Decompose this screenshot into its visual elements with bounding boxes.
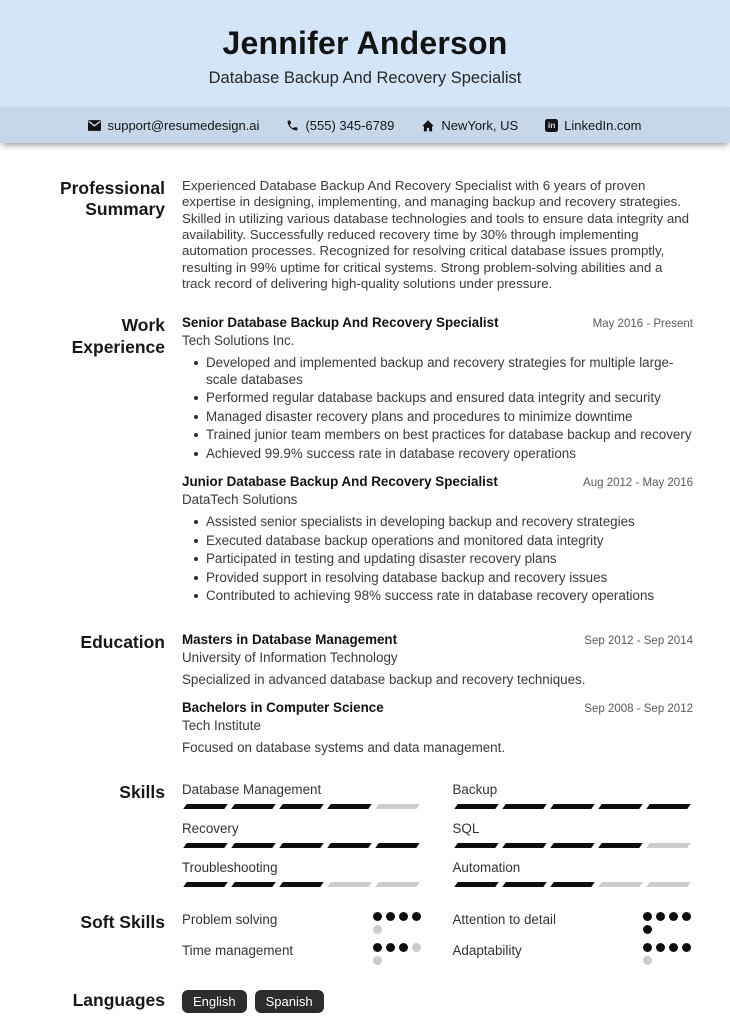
- soft-skill-item: [182, 912, 423, 934]
- job-date-range: Aug 2012 - May 2016: [583, 477, 693, 490]
- rating-dot-filled: [682, 912, 691, 921]
- rating-dot-filled: [656, 912, 665, 921]
- soft-skill-name: Problem solving: [182, 911, 278, 927]
- soft-skill-rating: [643, 943, 693, 965]
- bar-segment-empty: [328, 882, 373, 887]
- contact-bar: [0, 107, 730, 143]
- skill-item: [182, 821, 423, 848]
- person-job-title: Database Backup And Recovery Specialist: [208, 69, 522, 87]
- soft-skill-name: Time management: [182, 942, 294, 958]
- degree-description: Focused on database systems and data management.: [182, 739, 506, 755]
- skill-level-bar: [453, 882, 694, 887]
- degree-date-range: Sep 2012 - Sep 2014: [584, 634, 693, 647]
- soft-skill-name: Adaptability: [452, 942, 522, 958]
- job-entry: [182, 474, 693, 604]
- header: [0, 0, 730, 107]
- bar-segment-filled: [183, 843, 228, 848]
- bar-segment-filled: [502, 843, 547, 848]
- bar-segment-empty: [598, 882, 643, 887]
- job-bullet-list: [182, 514, 693, 604]
- bar-segment-filled: [454, 804, 499, 809]
- section-education: [0, 632, 730, 755]
- contact-location-text: NewYork, US: [441, 117, 519, 133]
- rating-dot-filled: [643, 943, 652, 952]
- rating-dot-empty: [373, 956, 382, 965]
- bar-segment-filled: [598, 804, 643, 809]
- skill-item: [453, 860, 694, 887]
- bar-segment-filled: [550, 804, 595, 809]
- education-content: [182, 632, 693, 755]
- bullet-item: Contributed to achieving 98% success rate in database recovery operations: [206, 588, 693, 604]
- rating-dot-filled: [386, 912, 395, 921]
- job-entry: [182, 315, 693, 462]
- bar-segment-filled: [502, 804, 547, 809]
- soft-skill-item: [182, 943, 423, 965]
- rating-dot-empty: [412, 943, 421, 952]
- contact-phone-text: (555) 345-6789: [305, 117, 395, 133]
- section-label-skills: Skills: [119, 781, 165, 802]
- contact-linkedin[interactable]: [545, 118, 641, 133]
- contact-email-text: support@resumedesign.ai: [107, 117, 260, 133]
- experience-content: [182, 315, 693, 606]
- section-label-experience: Work Experience: [71, 315, 165, 357]
- bar-segment-filled: [279, 843, 324, 848]
- rating-dot-filled: [373, 943, 382, 952]
- bar-segment-filled: [550, 843, 595, 848]
- bar-segment-filled: [502, 882, 547, 887]
- job-header: [182, 315, 693, 330]
- rating-dot-filled: [373, 912, 382, 921]
- bar-segment-filled: [454, 882, 499, 887]
- bullet-item: Assisted senior specialists in developing backup and recovery strategies: [206, 514, 693, 530]
- soft-skills-content: [182, 912, 693, 965]
- soft-skill-rating: [643, 912, 693, 934]
- section-professional-summary: [0, 178, 730, 292]
- bar-segment-filled: [279, 804, 324, 809]
- skill-name: Recovery: [182, 820, 239, 836]
- contact-email[interactable]: [88, 118, 259, 133]
- soft-skill-rating: [373, 912, 423, 934]
- summary-content: [182, 178, 693, 292]
- bar-segment-filled: [328, 804, 373, 809]
- envelope-icon: [88, 120, 101, 131]
- rating-dot-filled: [399, 912, 408, 921]
- bar-segment-filled: [454, 843, 499, 848]
- section-label-soft-skills: Soft Skills: [80, 911, 165, 932]
- rating-dot-filled: [669, 912, 678, 921]
- rating-dot-filled: [386, 943, 395, 952]
- degree-school: Tech Institute: [182, 717, 261, 733]
- phone-icon: [286, 119, 299, 132]
- rating-dot-empty: [643, 956, 652, 965]
- degree-date-range: Sep 2008 - Sep 2012: [584, 702, 693, 715]
- skill-level-bar: [182, 843, 423, 848]
- bullet-item: Managed disaster recovery plans and procedures to minimize downtime: [206, 409, 693, 425]
- job-company: DataTech Solutions: [182, 492, 298, 508]
- summary-text: Experienced Database Backup And Recovery Specialist with 6 years of proven expertise in designing, implementing, and managing backup and recovery strategies. Skilled in utilizing various database technologies and tools to ensure data integrity and availability. Successfully reduced recovery time by 30% through implementing automation processes. Recognized for resolving critical database issues promptly, resulting in 99% uptime for critical systems. Strong problem-solving abilities and a track record of delivering high-quality solutions under pressure.: [182, 178, 690, 292]
- bullet-item: Trained junior team members on best practices for database backup and recovery: [206, 427, 692, 443]
- contact-linkedin-text: LinkedIn.com: [564, 117, 642, 133]
- bar-segment-filled: [328, 843, 373, 848]
- job-title: Senior Database Backup And Recovery Specialist: [182, 315, 499, 331]
- contact-location[interactable]: [421, 118, 518, 133]
- linkedin-icon: in: [545, 119, 558, 132]
- bullet-item: Executed database backup operations and monitored data integrity: [206, 533, 693, 549]
- bar-segment-empty: [376, 804, 421, 809]
- soft-skill-name: Attention to detail: [452, 911, 556, 927]
- bullet-item: Participated in testing and updating disaster recovery plans: [206, 551, 693, 567]
- language-badge: English: [182, 990, 247, 1014]
- degree-header: [182, 700, 693, 715]
- home-icon: [421, 119, 435, 132]
- bar-segment-filled: [183, 882, 228, 887]
- section-soft-skills: [0, 912, 730, 965]
- person-name: Jennifer Anderson: [222, 25, 508, 61]
- education-entry: [182, 632, 693, 687]
- resume-body: [0, 143, 730, 1013]
- contact-phone[interactable]: [286, 118, 394, 133]
- bullet-item: Developed and implemented backup and recovery strategies for multiple large-scale databases: [206, 355, 693, 388]
- skill-name: Automation: [452, 859, 521, 875]
- soft-skill-item: [453, 943, 694, 965]
- section-skills: [0, 782, 730, 887]
- section-languages: [0, 990, 730, 1014]
- degree-title: Masters in Database Management: [182, 631, 398, 647]
- bullet-item: Provided support in resolving database backup and recovery issues: [206, 570, 693, 586]
- skill-item: [182, 860, 423, 887]
- soft-skill-rating: [373, 943, 423, 965]
- degree-title: Bachelors in Computer Science: [182, 699, 384, 715]
- bar-segment-filled: [376, 843, 421, 848]
- bar-segment-filled: [598, 843, 643, 848]
- section-label-languages: Languages: [72, 989, 165, 1010]
- rating-dot-filled: [399, 943, 408, 952]
- job-header: [182, 474, 693, 489]
- job-bullet-list: [182, 355, 693, 462]
- rating-dot-filled: [682, 943, 691, 952]
- job-company: Tech Solutions Inc.: [182, 333, 295, 349]
- rating-dot-filled: [656, 943, 665, 952]
- bar-segment-filled: [646, 804, 691, 809]
- degree-header: [182, 632, 693, 647]
- bar-segment-empty: [646, 843, 691, 848]
- rating-dot-filled: [412, 912, 421, 921]
- bullet-item: Achieved 99.9% success rate in database recovery operations: [206, 446, 693, 462]
- education-entry: [182, 700, 693, 755]
- languages-content: [182, 990, 693, 1014]
- skill-level-bar: [453, 804, 694, 809]
- degree-description: Specialized in advanced database backup and recovery techniques.: [182, 671, 586, 687]
- section-work-experience: [0, 315, 730, 606]
- bar-segment-filled: [231, 882, 276, 887]
- skill-name: Troubleshooting: [182, 859, 278, 875]
- skill-level-bar: [182, 804, 423, 809]
- skill-item: [453, 821, 694, 848]
- skill-item: [182, 782, 423, 809]
- bullet-item: Performed regular database backups and ensured data integrity and security: [206, 390, 693, 406]
- language-badge: Spanish: [255, 990, 324, 1014]
- bar-segment-empty: [646, 882, 691, 887]
- job-title: Junior Database Backup And Recovery Specialist: [182, 474, 498, 490]
- skill-name: Database Management: [182, 781, 322, 797]
- skill-name: SQL: [452, 820, 480, 836]
- rating-dot-empty: [373, 925, 382, 934]
- skill-level-bar: [453, 843, 694, 848]
- skill-item: [453, 782, 694, 809]
- degree-school: University of Information Technology: [182, 649, 398, 665]
- bar-segment-empty: [376, 882, 421, 887]
- skills-content: [182, 782, 693, 887]
- bar-segment-filled: [279, 882, 324, 887]
- rating-dot-filled: [643, 925, 652, 934]
- bar-segment-filled: [231, 843, 276, 848]
- rating-dot-filled: [669, 943, 678, 952]
- job-date-range: May 2016 - Present: [592, 318, 693, 331]
- rating-dot-filled: [643, 912, 652, 921]
- soft-skill-item: [453, 912, 694, 934]
- bar-segment-filled: [183, 804, 228, 809]
- section-label-summary: Professional Summary: [59, 178, 165, 220]
- skill-level-bar: [182, 882, 423, 887]
- section-label-education: Education: [80, 631, 165, 652]
- skill-name: Backup: [452, 781, 498, 797]
- bar-segment-filled: [231, 804, 276, 809]
- bar-segment-filled: [550, 882, 595, 887]
